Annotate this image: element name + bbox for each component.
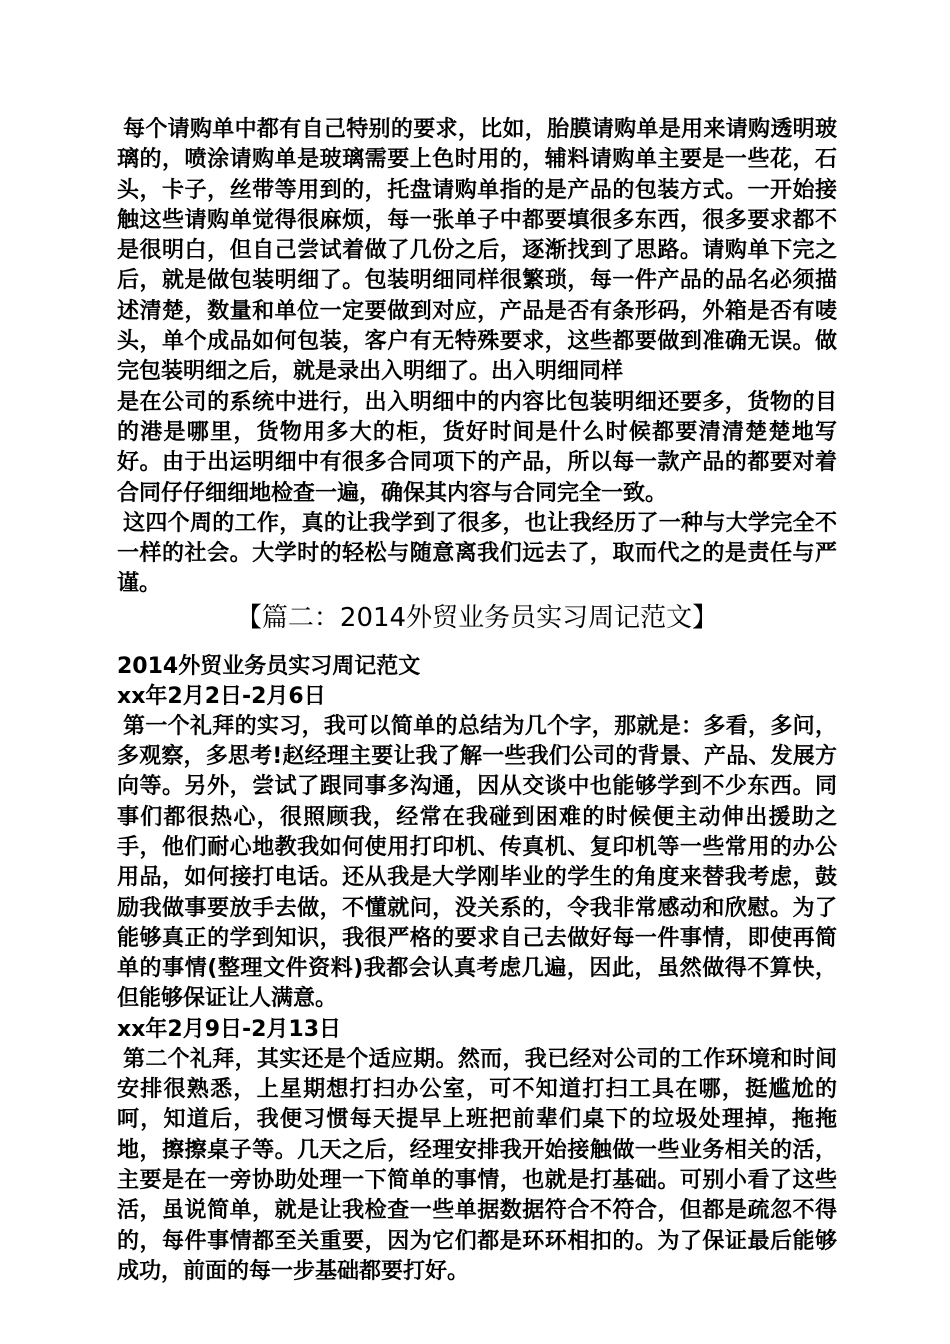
article-title: 2014外贸业务员实习周记范文 bbox=[117, 653, 421, 679]
week2-paragraph: 第二个礼拜，其实还是个适应期。然而，我已经对公司的工作环境和时间安排很熟悉，上星期想打扫办公室，可不知道打扫工具在哪，挺尴尬的呵，知道后，我便习惯每天提早上班把前辈们桌下的垃圾处理掉，拖拖地，擦擦桌子等。几天之后，经理安排我开始接触做一些业务相关的活，主要是在一旁协助处理一下简单的事情，也就是打基础。可别小看了这些活，虽说简单，就是让我检查一些单据数据符合不符合，但都是疏忽不得的，每件事情都至关重要，因为它们都是环环相扣的。为了保证最后能够成功，前面的每一步基础都要打好。 bbox=[117, 1046, 837, 1284]
intro-paragraph-1: 每个请购单中都有自己特别的要求，比如，胎膜请购单是用来请购透明玻璃的，喷涂请购单是玻璃需要上色时用的，辅料请购单主要是一些花，石头，卡子，丝带等用到的，托盘请购单指的是产品的包装方式。一开始接触这些请购单觉得很麻烦，每一张单子中都要填很多东西，很多要求都不是很明白，但自己尝试着做了几份之后，逐渐找到了思路。请购单下完之后，就是做包装明细了。包装明细同样很繁琐，每一件产品的品名必须描述清楚，数量和单位一定要做到对应，产品是否有条形码，外箱是否有唛头，单个成品如何包装，客户有无特殊要求，这些都要做到准确无误。做完包装明细之后，就是录出入明细了。出入明细同样 bbox=[117, 117, 837, 385]
intro-paragraph-2: 是在公司的系统中进行，出入明细中的内容比包装明细还要多，货物的目的港是哪里，货物用多大的柜，货好时间是什么时候都要清清楚楚地写好。由于出运明细中有很多合同项下的产品，所以每一款产品的都要对着合同仔仔细细地检查一遍，确保其内容与合同完全一致。 bbox=[117, 389, 837, 506]
week1-date: xx年2月2日-2月6日 bbox=[117, 683, 326, 709]
section-heading: 【篇二：2014外贸业务员实习周记范文】 bbox=[235, 602, 719, 633]
week1-paragraph: 第一个礼拜的实习，我可以简单的总结为几个字，那就是：多看，多问，多观察，多思考!赵经理主要让我了解一些我们公司的背景、产品、发展方向等。另外，尝试了跟同事多沟通，因从交谈中也能够学到不少东西。同事们都很热心，很照顾我，经常在我碰到困难的时候便主动伸出援助之手，他们耐心地教我如何使用打印机、传真机、复印机等一些常用的办公用品，如何接打电话。还从我是大学刚毕业的学生的角度来替我考虑，鼓励我做事要放手去做，不懂就问，没关系的，令我非常感动和欣慰。为了能够真正的学到知识，我很严格的要求自己去做好每一件事情，即使再简单的事情(整理文件资料)我都会认真考虑几遍，因此，虽然做得不算快，但能够保证让人满意。 bbox=[117, 713, 837, 1012]
week2-date: xx年2月9日-2月13日 bbox=[117, 1016, 342, 1042]
document-page bbox=[117, 115, 837, 1287]
intro-paragraph-3: 这四个周的工作，真的让我学到了很多，也让我经历了一种与大学完全不一样的社会。大学时的轻松与随意离我们远去了，取而代之的是责任与严谨。 bbox=[117, 510, 837, 597]
